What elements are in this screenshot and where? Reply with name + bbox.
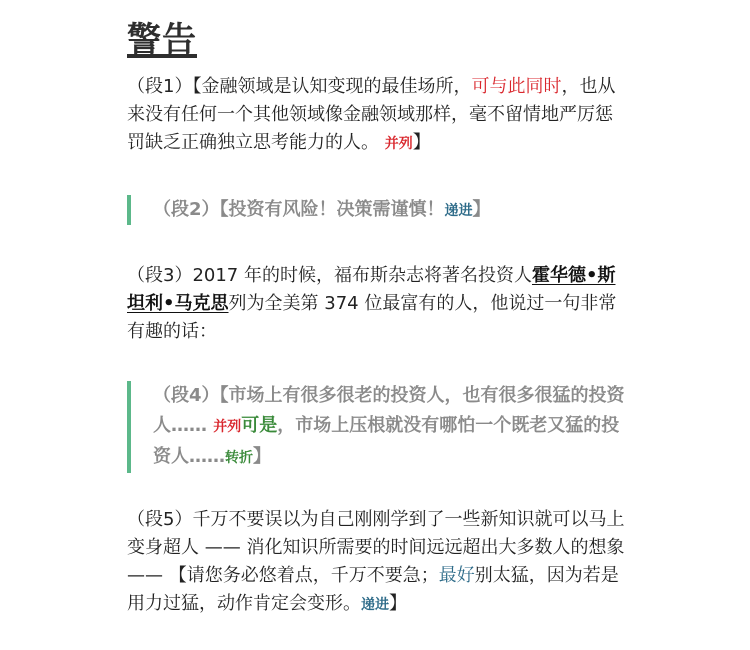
p5-text-b: 别太猛，因为若是用力过猛，动作肯定会变形。 xyxy=(127,565,619,614)
p1-highlight: 可与此同时 xyxy=(471,76,562,97)
p5-relation-tag: 递进 xyxy=(361,597,389,613)
q4-text-a: （段4）【市场上有很多很老的投资人，也有很多很猛的投资人…… xyxy=(153,385,625,436)
p5-text-a: （段5）千万不要误以为自己刚刚学到了一些新知识就可以马上变身超人 —— 消化知识所需要的时间远远超出大多数人的想象 —— 【请您务必悠着点，千万不要急； xyxy=(127,509,625,586)
q4-relation-tag-1: 并列 xyxy=(213,419,242,435)
q2-end: 】 xyxy=(472,199,491,220)
p1-text-c: ，也从来没有任何一个其他领域像金融领域那样，毫不留情地严厉惩罚缺乏正确独立思考能力的人。 xyxy=(127,76,616,153)
p1-end: 】 xyxy=(412,132,431,153)
p5-end: 】 xyxy=(389,593,407,614)
q4-relation-tag-2: 转折 xyxy=(225,450,253,466)
paragraph-5 xyxy=(127,506,627,619)
p1-text-a: （段1）【金融领域是认知变现的最佳场所， xyxy=(127,76,472,97)
q4-text-b: ，市场上压根就没有哪怕一个既老又猛的投资人…… xyxy=(153,415,620,467)
q4-conjunction: 可是 xyxy=(241,415,278,436)
page-title: 警告 xyxy=(127,20,197,60)
p5-highlight: 最好 xyxy=(438,565,475,586)
q2-relation-tag: 递进 xyxy=(444,203,473,219)
q4-end: 】 xyxy=(253,446,271,467)
quote-4 xyxy=(127,381,627,473)
q2-text: （段2）【投资有风险！决策需谨慎！ xyxy=(153,199,445,220)
paragraph-3 xyxy=(127,262,627,346)
p3-text-c: 列为全美第 374 位最富有的人，他说过一句非常有趣的话： xyxy=(127,293,617,342)
p3-text-a: （段3）2017 年的时候，福布斯杂志将著名投资人 xyxy=(127,265,532,286)
paragraph-1 xyxy=(127,73,627,158)
p3-person-name: 霍华德•斯坦利•马克思 xyxy=(127,265,616,314)
quote-2 xyxy=(127,195,627,225)
p1-relation-tag: 并列 xyxy=(384,136,413,152)
